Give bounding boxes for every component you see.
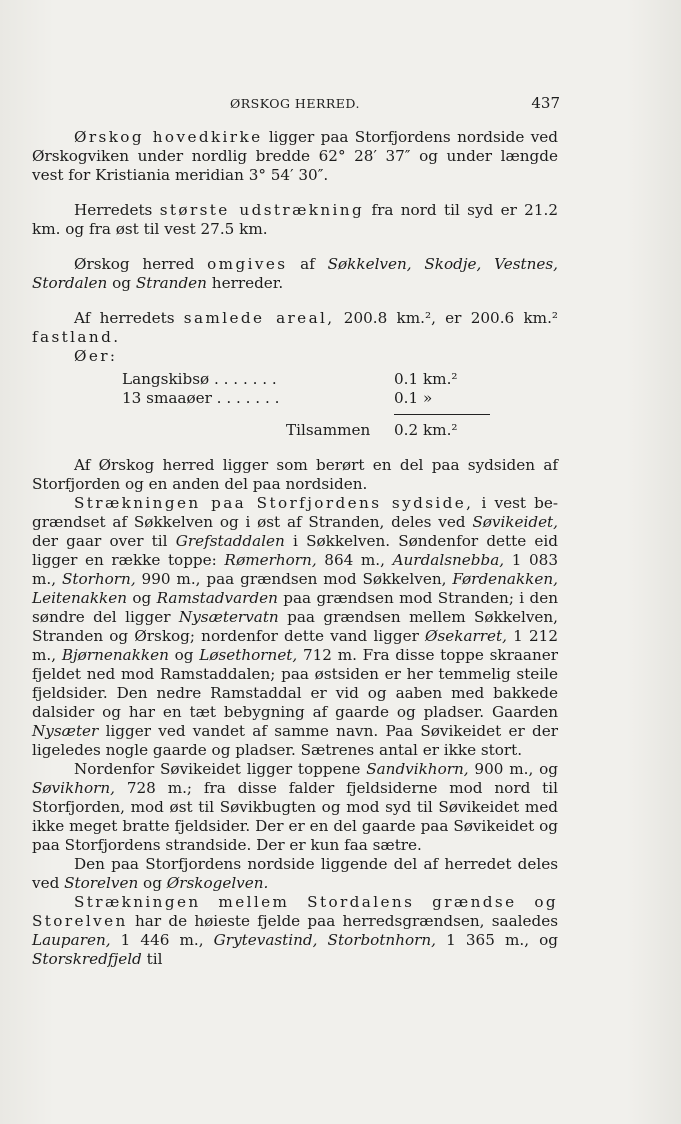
paragraph-stordalen-border	[32, 893, 558, 969]
islands-table	[122, 370, 462, 440]
spaced-term: samlede areal,	[183, 309, 335, 327]
place-name: Grefstaddalen	[175, 532, 285, 550]
paragraph-text: 900 m., og	[468, 760, 558, 778]
paragraph-text: af	[287, 255, 328, 273]
paragraph-text: fra nord til syd er 21.2 km. og fra øst til vest 27.5 km.	[32, 201, 558, 238]
spaced-term: Strækningen paa Storfjordens sydside,	[74, 494, 474, 512]
place-name: Løsethornet,	[199, 646, 298, 664]
paragraph-extent	[32, 201, 558, 239]
page-number: 437	[531, 94, 560, 112]
running-header	[230, 96, 560, 111]
paragraph-text: og	[168, 646, 200, 664]
paragraph-two-parts: Af Ørskog herred ligger som berørt en del paa sydsiden af Storfjorden og en anden del paa nordsiden.	[32, 456, 558, 493]
paragraph-text: og	[127, 589, 157, 607]
paragraph-text: ligger ved vandet af samme navn. Paa Søvikeidet er der ligeledes nogle gaarde og pladser. Sætrenes antal er ikke stort.	[32, 722, 558, 759]
paragraph-text: og	[107, 274, 136, 292]
paragraph-text: 1 212 m.,	[32, 627, 558, 664]
spaced-term: Ørskog hovedkirke	[74, 128, 263, 146]
paragraph-soevikeidet-north	[32, 760, 558, 855]
paragraph-text: 864 m.,	[316, 551, 393, 569]
paragraph-text: har de høieste fjelde paa herredsgrændsen, saaledes	[127, 912, 558, 930]
paragraph-text: 1 365 m., og	[436, 931, 558, 949]
paragraph-text: 728 m.; fra disse falder fjeldsiderne mod nord til Storfjorden, mod øst til Søvikbugten og mod syd til Søvikeidet med ikke meget bratte fjeldsider. Der er en del gaarde paa Søvikeidet og paa Storfjordens strandside. Der er kun faa sætre.	[32, 779, 558, 854]
total-value: 0.2 km.²	[394, 421, 458, 439]
place-name: Lauparen,	[32, 931, 111, 949]
place-name: Ramstadvarden	[156, 589, 278, 607]
spaced-term: Strækningen mellem Stordalens grændse og Storelven	[32, 893, 558, 930]
island-name: 13 smaaøer . . . . . . .	[122, 389, 280, 407]
paragraph-text: herreder.	[206, 274, 284, 292]
paragraph-text: til	[141, 950, 163, 968]
island-area: 0.1 km.²	[394, 370, 458, 388]
body-text	[32, 128, 558, 969]
islands-heading: Øer:	[74, 347, 118, 365]
island-name: Langskibsø . . . . . . .	[122, 370, 277, 388]
paragraph-text: Ørskog herred	[74, 255, 208, 273]
spaced-term: største udstrækning	[159, 201, 365, 219]
paragraph-text: ligger paa Storfjordens nordside ved Ørskogviken under nordlig bredde 62° 28′ 37″ og under længde vest for Kristiania meridian 3° 54′ 30″.	[32, 128, 558, 184]
paragraph-text: 990 m., paa grændsen mod Søkkelven,	[135, 570, 453, 588]
table-total-row	[122, 421, 462, 440]
paragraph-church-location	[32, 128, 558, 185]
paragraph-text: Herredets	[74, 201, 160, 219]
paragraph-text: og	[138, 874, 167, 892]
place-name: Storhorn,	[61, 570, 136, 588]
table-row	[122, 389, 462, 408]
paragraph-text: der gaar over til	[32, 532, 176, 550]
paragraph-area	[32, 309, 558, 347]
place-name: Nysætervatn	[178, 608, 279, 626]
paragraph-north-side	[32, 855, 558, 893]
paragraph-text: i Søkkelven. Søndenfor dette eid ligger en række toppe:	[32, 532, 558, 569]
paragraph-text: Nordenfor Søvikeidet ligger toppene	[74, 760, 367, 778]
paragraph-text: 200.8 km.², er 200.6 km.²	[334, 309, 558, 327]
place-name: Aurdalsnebba,	[392, 551, 505, 569]
place-name: Bjørnenakken	[61, 646, 169, 664]
paragraph-text: Den paa Storfjordens nordside liggende del af herredet deles ved	[32, 855, 558, 892]
place-name: Førdenakken, Leitenakken	[32, 570, 558, 607]
place-name: Storelven	[64, 874, 139, 892]
place-name: Søvikhorn,	[32, 779, 115, 797]
paragraph-text: i vest begrændset af Søkkelven og i øst af Stranden, deles ved	[32, 494, 558, 531]
table-row	[122, 370, 462, 389]
place-names: Søkkelven, Skodje, Vestnes, Stordalen	[32, 255, 558, 292]
paragraph-text: Af herredets	[74, 309, 184, 327]
place-name: Nysæter	[32, 722, 99, 740]
place-name: Søvikeidet,	[472, 513, 558, 531]
place-name: Stranden	[135, 274, 207, 292]
spaced-term: fastland.	[32, 328, 121, 346]
place-name: Ørskogelven.	[166, 874, 269, 892]
paragraph-text: 712 m. Fra disse toppe skraaner fjeldet ned mod Ramstaddalen; paa østsiden er her temmelig steile fjeldsider. Den nedre Ramstaddal er vid og aaben med bakkede dalsider og har en tæt bebygning af gaarde og pladser. Gaarden	[32, 646, 558, 721]
paragraph-text: 1 446 m.,	[110, 931, 214, 949]
total-label: Tilsammen	[286, 421, 371, 439]
spaced-term: omgives	[207, 255, 288, 273]
paragraph-south-side	[32, 494, 558, 760]
place-name: Øsekarret,	[425, 627, 507, 645]
paragraph-text: paa grændsen mellem Søkkelven, Stranden og Ørskog; nordenfor dette vand ligger	[32, 608, 558, 645]
place-name: Sandvikhorn,	[366, 760, 469, 778]
paragraph-text: paa grændsen mod Stranden; i den søndre del ligger	[32, 589, 558, 626]
paragraph-text: 1 083 m.,	[32, 551, 558, 588]
header-title: ØRSKOG HERRED.	[230, 96, 360, 111]
island-area: 0.1 »	[394, 389, 433, 407]
place-name: Rømerhorn,	[224, 551, 317, 569]
sum-rule	[394, 414, 490, 415]
place-name: Grytevastind, Storbotnhorn,	[213, 931, 437, 949]
place-name: Storskredfjeld	[32, 950, 142, 968]
paragraph-borders	[32, 255, 558, 293]
